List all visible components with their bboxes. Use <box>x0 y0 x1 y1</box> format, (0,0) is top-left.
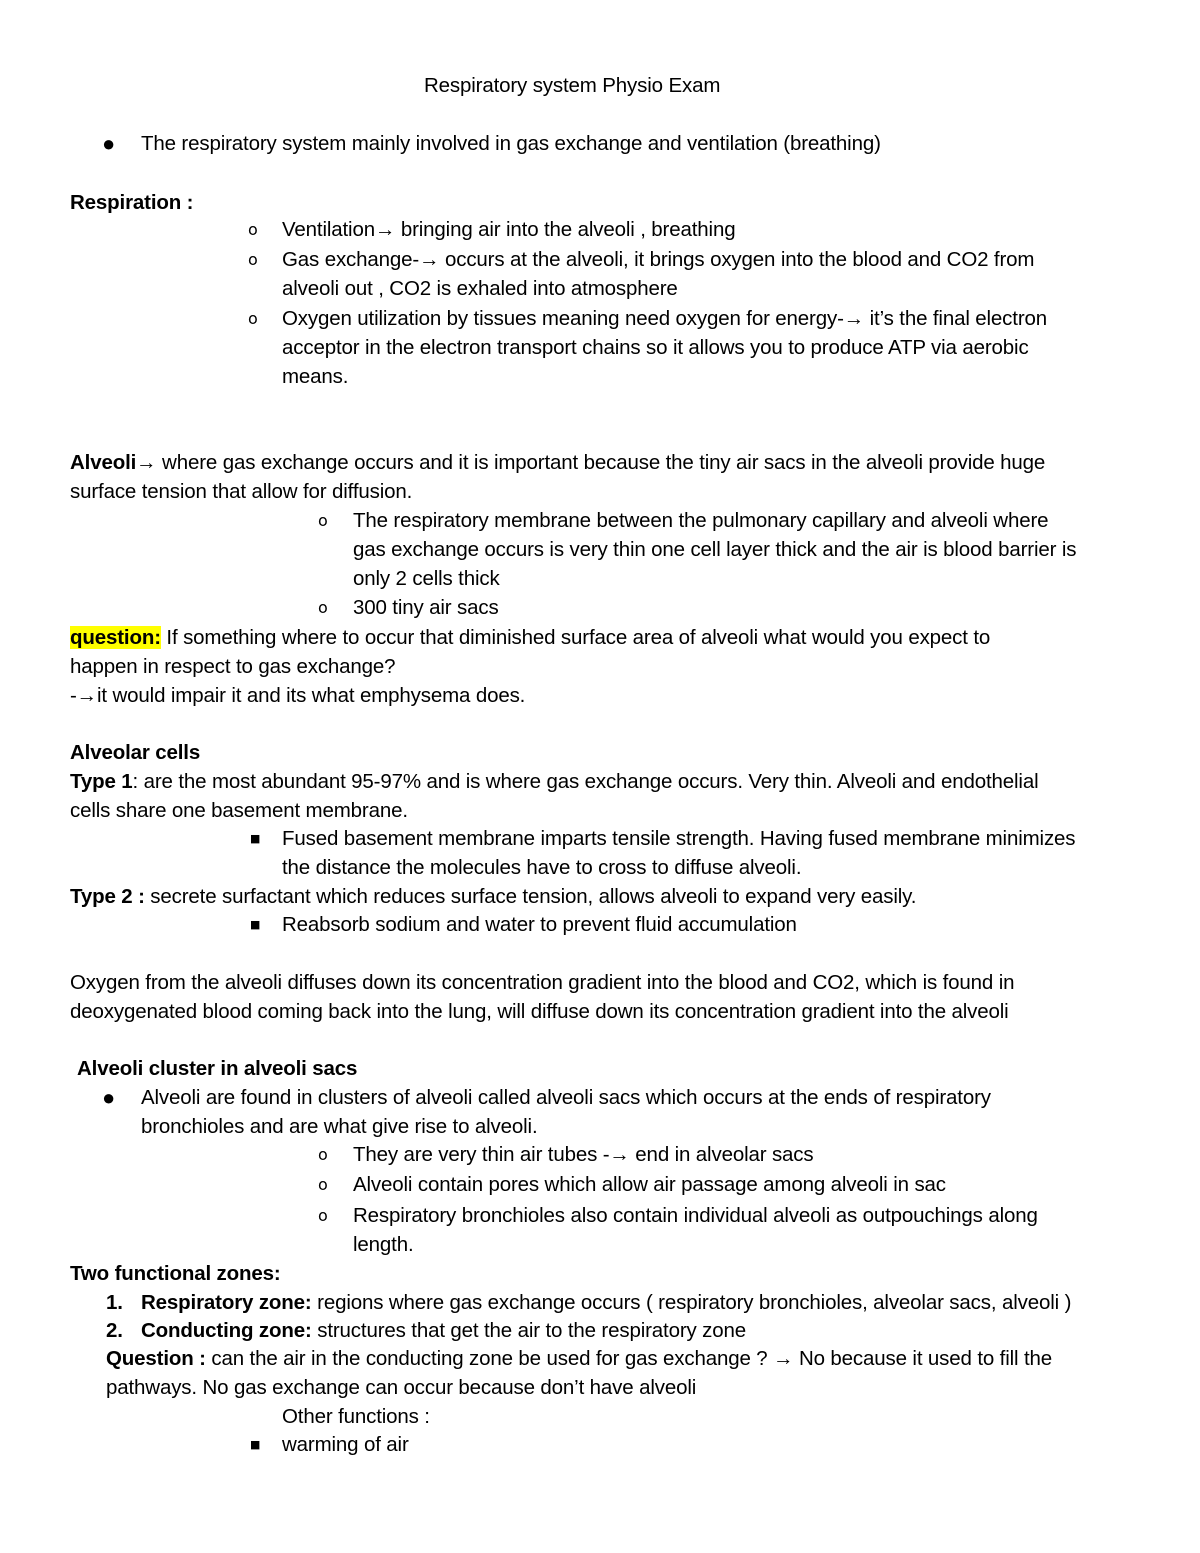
question-2-line-2: pathways. No gas exchange can occur because don’t have alveoli <box>106 1376 697 1399</box>
cluster-item-2: Alveoli contain pores which allow air passage among alveoli in sac <box>353 1173 946 1196</box>
respiration-item-2-line2: alveoli out , CO2 is exhaled into atmosphere <box>282 277 678 300</box>
type1-text: : are the most abundant 95-97% and is where gas exchange occurs. Very thin. Alveoli and endothelial <box>132 770 1039 793</box>
type2-text: secrete surfactant which reduces surface tension, allows alveoli to expand very easily. <box>144 885 917 908</box>
alveoli-item-1-line3: only 2 cells thick <box>353 567 500 590</box>
type2-line <box>70 883 916 911</box>
type2-item: Reabsorb sodium and water to prevent fluid accumulation <box>282 913 797 936</box>
zone-2-label: Conducting zone: <box>141 1319 312 1342</box>
cluster-item-3-line1: Respiratory bronchioles also contain individual alveoli as outpouchings along <box>353 1204 1038 1227</box>
zone-2-text: structures that get the air to the respiratory zone <box>311 1319 746 1342</box>
alveoli-label: Alveoli→ <box>70 451 157 474</box>
type1-label: Type 1 <box>70 770 133 793</box>
intro-bullet-text: The respiratory system mainly involved in gas exchange and ventilation (breathing) <box>141 132 881 155</box>
zones-heading: Two functional zones: <box>70 1262 281 1285</box>
zone-2-line <box>141 1317 746 1345</box>
square-bullet: ■ <box>250 1438 261 1451</box>
question-1-text: If something where to occur that diminished surface area of alveoli what would you expect to <box>160 626 991 649</box>
bullet-dot: ● <box>102 131 116 156</box>
circle-bullet: o <box>248 250 258 269</box>
circle-bullet: o <box>248 220 258 239</box>
circle-bullet: o <box>318 1175 328 1194</box>
cluster-bullet-line1: Alveoli are found in clusters of alveoli called alveoli sacs which occurs at the ends of respiratory <box>141 1086 991 1109</box>
alveoli-item-2: 300 tiny air sacs <box>353 596 499 619</box>
oxygen-paragraph-line-2: deoxygenated blood coming back into the lung, will diffuse down its concentration gradient into the alveoli <box>70 1000 1009 1023</box>
question-label: question: <box>70 626 161 649</box>
respiration-item-2-line1: Gas exchange-→ occurs at the alveoli, it brings oxygen into the blood and CO2 from <box>282 248 1035 271</box>
zone-1-number: 1. <box>106 1291 123 1314</box>
zone-1-label: Respiratory zone: <box>141 1291 312 1314</box>
alveoli-item-1-line2: gas exchange occurs is very thin one cell layer thick and the air is blood barrier is <box>353 538 1077 561</box>
cluster-item-1: They are very thin air tubes -→ end in alveolar sacs <box>353 1143 814 1166</box>
respiration-item-3-line1: Oxygen utilization by tissues meaning need oxygen for energy-→ it’s the final electron <box>282 307 1048 330</box>
type1-line-2: cells share one basement membrane. <box>70 799 408 822</box>
alveoli-item-1-line1: The respiratory membrane between the pulmonary capillary and alveoli where <box>353 509 1049 532</box>
zone-2-number: 2. <box>106 1319 123 1342</box>
question-1-line-1 <box>70 624 990 652</box>
question-2-label: Question : <box>106 1347 206 1370</box>
respiration-heading: Respiration : <box>70 191 194 214</box>
type1-line-1 <box>70 768 1039 796</box>
circle-bullet: o <box>248 309 258 328</box>
cluster-heading: Alveoli cluster in alveoli sacs <box>77 1057 358 1080</box>
alveolar-cells-heading: Alveolar cells <box>70 741 201 764</box>
circle-bullet: o <box>318 1206 328 1225</box>
other-functions-item: warming of air <box>282 1433 409 1456</box>
zone-1-text: regions where gas exchange occurs ( respiratory bronchioles, alveolar sacs, alveoli ) <box>311 1291 1072 1314</box>
bullet-dot: ● <box>102 1085 116 1110</box>
type1-item-line2: the distance the molecules have to cross to diffuse alveoli. <box>282 856 802 879</box>
respiration-item-1: Ventilation→ bringing air into the alveoli , breathing <box>282 218 736 241</box>
question-1-answer: -→it would impair it and its what emphysema does. <box>70 684 526 707</box>
question-2-text: can the air in the conducting zone be used for gas exchange ? → No because it used to fill the <box>205 1347 1053 1370</box>
cluster-bullet-line2: bronchioles and are what give rise to alveoli. <box>141 1115 538 1138</box>
circle-bullet: o <box>318 1145 328 1164</box>
page-title: Respiratory system Physio Exam <box>424 74 721 97</box>
alveoli-line-2: surface tension that allow for diffusion. <box>70 480 413 503</box>
square-bullet: ■ <box>250 832 261 845</box>
zone-1-line <box>141 1289 1071 1317</box>
circle-bullet: o <box>318 598 328 617</box>
type1-item-line1: Fused basement membrane imparts tensile strength. Having fused membrane minimizes <box>282 827 1076 850</box>
respiration-item-3-line2: acceptor in the electron transport chains so it allows you to produce ATP via aerobic <box>282 336 1029 359</box>
type2-label: Type 2 : <box>70 885 145 908</box>
cluster-item-3-line2: length. <box>353 1233 414 1256</box>
other-functions-label: Other functions : <box>282 1405 430 1428</box>
respiration-item-3-line3: means. <box>282 365 349 388</box>
square-bullet: ■ <box>250 918 261 931</box>
alveoli-line-1 <box>70 449 1045 477</box>
question-2-line-1 <box>106 1345 1052 1373</box>
circle-bullet: o <box>318 511 328 530</box>
alveoli-line-1-text: where gas exchange occurs and it is important because the tiny air sacs in the alveoli provide huge <box>156 451 1046 474</box>
question-1-line-2: happen in respect to gas exchange? <box>70 655 396 678</box>
oxygen-paragraph-line-1: Oxygen from the alveoli diffuses down its concentration gradient into the blood and CO2, which is found in <box>70 971 1015 994</box>
